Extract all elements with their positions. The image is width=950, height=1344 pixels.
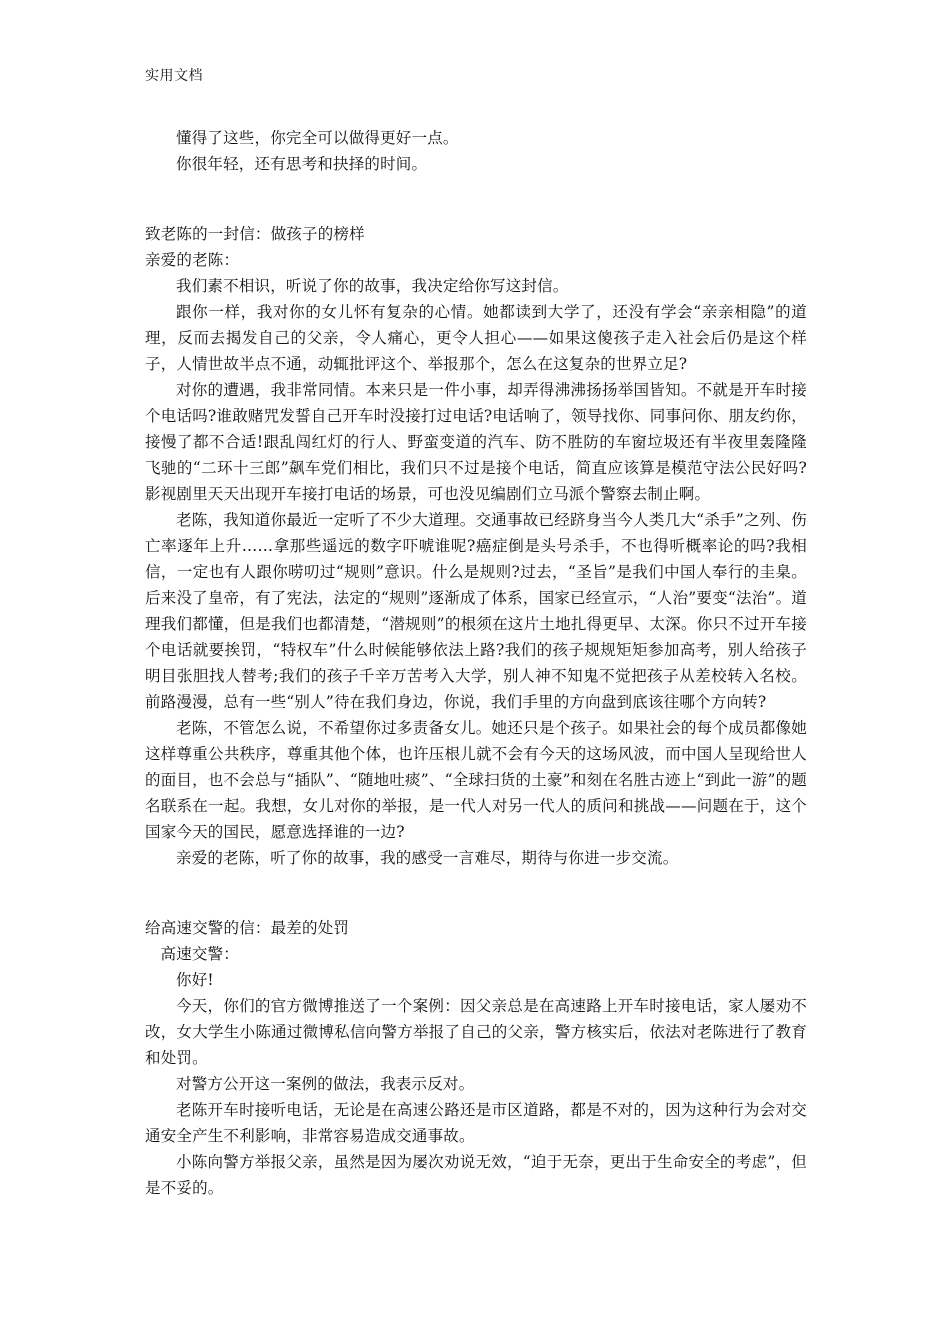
paragraph: 懂得了这些，你完全可以做得更好一点。 <box>176 129 459 147</box>
paragraph: 老陈开车时接听电话，无论是在高速公路还是市区道路，都是不对的，因为这种行为会对交通安全产生不利影响，非常容易造成交通事故。 <box>145 1101 807 1145</box>
letter-salutation: 高速交警： <box>160 945 240 963</box>
paragraph: 我们素不相识，听说了你的故事，我决定给你写这封信。 <box>176 277 569 295</box>
paragraph: 今天，你们的官方微博推送了一个案例：因父亲总是在高速路上开车时接电话，家人屡劝不改，女大学生小陈通过微博私信向警方举报了自己的父亲，警方核实后，依法对老陈进行了教育和处罚。 <box>145 997 807 1067</box>
paragraph: 你很年轻，还有思考和抉择的时间。 <box>176 155 428 173</box>
letter-title: 致老陈的一封信：做孩子的榜样 <box>145 225 365 243</box>
paragraph: 小陈向警方举报父亲，虽然是因为屡次劝说无效，“迫于无奈，更出于生命安全的考虑”，但是不妥的。 <box>145 1153 807 1197</box>
paragraph: 对你的遭遇，我非常同情。本来只是一件小事，却弄得沸沸扬扬举国皆知。不就是开车时接个电话吗?谁敢赌咒发誓自己开车时没接打过电话?电话响了，领导找你、同事问你、朋友约你，接慢了都不合适!跟乱闯红灯的行人、野蛮变道的汽车、防不胜防的车窗垃圾还有半夜里轰隆隆飞驰的“二环十三郎”飙车党们相比，我们只不过是接个电话，简直应该算是模范守法公民好吗?影视剧里天天出现开车接打电话的场景，可也没见编剧们立马派个警察去制止啊。 <box>145 381 807 503</box>
letter-greeting: 你好! <box>176 971 214 989</box>
page-header-label: 实用文档 <box>145 68 203 84</box>
paragraph: 亲爱的老陈，听了你的故事，我的感受一言难尽，期待与你进一步交流。 <box>176 849 679 867</box>
paragraph: 老陈，我知道你最近一定听了不少大道理。交通事故已经跻身当今人类几大“杀手”之列、伤亡率逐年上升……拿那些遥远的数字吓唬谁呢?癌症倒是头号杀手，不也得听概率论的吗?我相信，一定也有人跟你唠叨过“规则”意识。什么是规则?过去，“圣旨”是我们中国人奉行的圭臬。后来没了皇帝，有了宪法，法定的“规则”逐渐成了体系，国家已经宣示，“人治”要变“法治”。道理我们都懂，但是我们也都清楚，“潜规则”的根须在这片土地扎得更早、太深。你只不过开车接个电话就要挨罚，“特权车”什么时候能够依法上路?我们的孩子规规矩矩参加高考，别人给孩子明目张胆找人替考;我们的孩子千辛万苦考入大学，别人神不知鬼不觉把孩子从差校转入名校。前路漫漫，总有一些“别人”待在我们身边，你说，我们手里的方向盘到底该往哪个方向转? <box>145 511 807 711</box>
paragraph: 跟你一样，我对你的女儿怀有复杂的心情。她都读到大学了，还没有学会“亲亲相隐”的道理，反而去揭发自己的父亲，令人痛心，更令人担心——如果这傻孩子走入社会后仍是这个样子，人情世故半点不通，动辄批评这个、举报那个，怎么在这复杂的世界立足? <box>145 303 807 373</box>
document-body <box>145 125 807 1201</box>
letter-title: 给高速交警的信：最差的处罚 <box>145 919 350 937</box>
paragraph: 老陈，不管怎么说，不希望你过多责备女儿。她还只是个孩子。如果社会的每个成员都像她这样尊重公共秩序，尊重其他个体，也许压根儿就不会有今天的这场风波，而中国人呈现给世人的面目，也不会总与“插队”、“随地吐痰”、“全球扫货的土豪”和刻在名胜古迹上“到此一游”的题名联系在一起。我想，女儿对你的举报，是一代人对另一代人的质问和挑战——问题在于，这个国家今天的国民，愿意选择谁的一边? <box>145 719 807 841</box>
paragraph: 对警方公开这一案例的做法，我表示反对。 <box>176 1075 475 1093</box>
letter-salutation: 亲爱的老陈： <box>145 251 240 269</box>
